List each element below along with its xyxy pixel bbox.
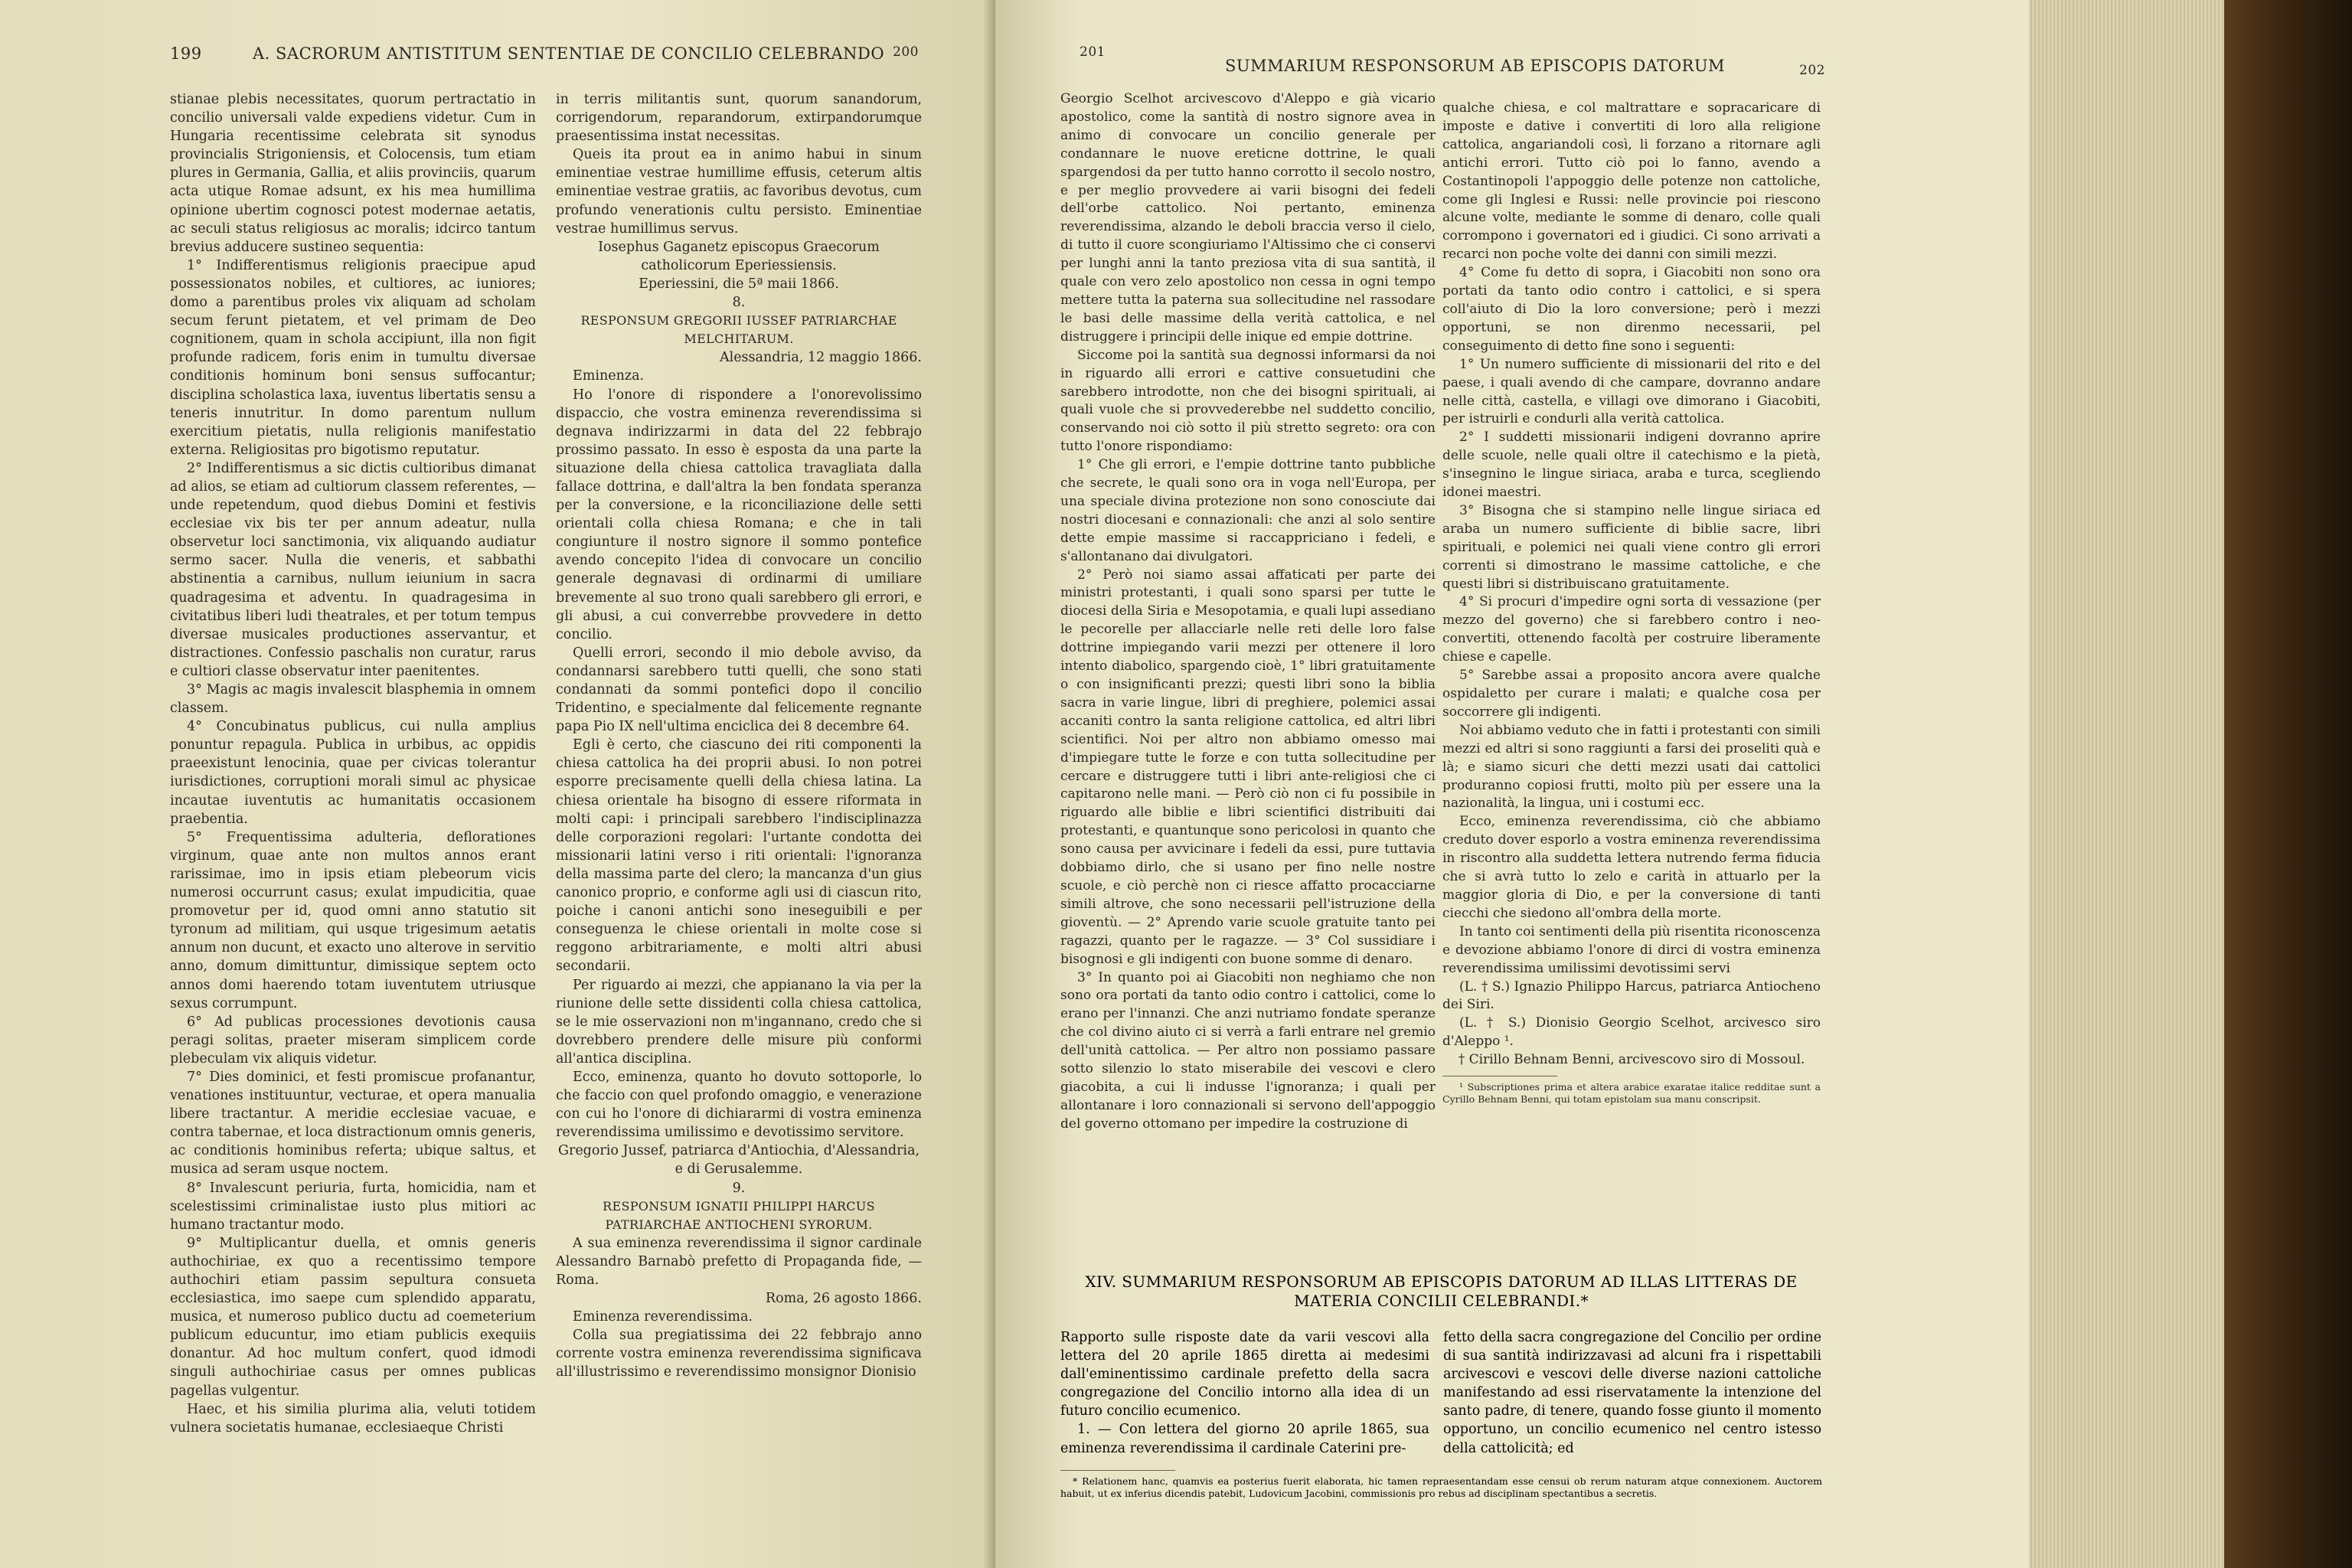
paragraph: Eperiessini, die 5ª maii 1866. — [639, 276, 839, 292]
paragraph: Roma, 26 agosto 1866. — [765, 1291, 922, 1307]
paragraph: 1° Indifferentismus religionis praecipue apud possessionatos nobiles, et cultiores, ac iuniores; domo a parentibus proles vix aliquam ad scholam secum ferunt pietatem, et vel primam de Deo cognitionem, quam in schola accipiunt, illa non figit profunde radicem, foris enim in tumultu diversae conditionis hominum boni sensus suffocantur; disciplina scholastica laxa, iuventus libertatis sensu a teneris innutritur. In domo parentum nullum exercitium pietatis, nulla religionis manifestatio externa. Religiositas pro bigotismo reputatur. — [170, 257, 536, 458]
paragraph: 4° Si procuri d'impedire ogni sorta di vessazione (per mezzo del governo) che si farebbero contro i neo-convertiti, ottenendo facoltà per costruire liberamente chiese e capelle. — [1442, 594, 1821, 665]
page-edges — [2029, 0, 2224, 1568]
right-bottom-column-1 — [1060, 1328, 1429, 1458]
left-column-1 — [170, 90, 536, 1437]
right-column-2 — [1442, 100, 1821, 1106]
paragraph: 8. — [732, 295, 746, 311]
paragraph: Eminenza reverendissima. — [573, 1309, 753, 1325]
bottom-column-2-text: fetto della sacra congregazione del Concilio per ordine di sua santità indirizzavasi ad alcuni fra i rispettabili arcivescovi e vescovi delle diverse nazioni cattoliche manifestando ad essi riservatamente la intenzione del santo padre, di tenere, quando fosse giunto il momento opportuno, un concilio ecumenico nel centro istesso della cattolicità; ed — [1443, 1330, 1821, 1456]
bottom-footnote — [1060, 1464, 1822, 1500]
paragraph: Ecco, eminenza reverendissima, ciò che abbiamo creduto dover esporlo a vostra eminenza reverendissima in riscontro alla suddetta lettera nutrendo ferma fiducia che si avrà tutto lo zelo e carità in attuarlo per la maggior gloria di Dio, e per la conversione di tanti ciecchi che siedono all'ombra della morte. — [1442, 814, 1821, 921]
paragraph: Iosephus Gaganetz episcopus Graecorum catholicorum Eperiessiensis. — [598, 239, 880, 273]
paragraph: A sua eminenza reverendissima il signor cardinale Alessandro Barnabò prefetto di Propaganda fide, — Roma. — [556, 1235, 922, 1288]
paragraph: 3° Magis ac magis invalescit blasphemia in omnem classem. — [170, 682, 536, 717]
paragraph: In tanto coi sentimenti della più risentita riconoscenza e devozione abbiamo l'onore di dirci di vostra eminenza reverendissima umilissimi devotissimi servi — [1442, 923, 1821, 976]
left-page — [0, 0, 995, 1568]
page-number-202: 202 — [1799, 63, 1825, 78]
paragraph: Georgio Scelhot arcivescovo d'Aleppo e già vicario apostolico, come la santità di nostro signore avea in animo di convocare un concilio generale per condannare le nuove ereticne dottrine, le quali spargendosi da per tutto hanno corrotto il secolo nostro, e per meglio provvedere ai varii bisogni dei fedeli dell'orbe cattolico. Noi pertanto, eminenza reverendissima, alzando le deboli braccia verso il cielo, di tutto il cuore scongiuriamo l'Altissimo che ci conservi per lunghi anni la tanto preziosa vita di sua santità, il quale con vero zelo apostolico non cessa in ogni tempo mettere tutta la paterna sua sollecitudine nel rassodare le basi delle massime della verità cattolica, e nel distruggere i principii delle inique ed empie dottrine. — [1060, 91, 1436, 345]
paragraph: qualche chiesa, e col maltrattare e sopracaricare di imposte e dative i convertiti di loro alla religione cattolica, angariandoli così, li forzano a ritornare agli antichi errori. Tutto ciò poi lo fanno, avendo a Costantinopoli l'appoggio delle potenze non cattoliche, come gli Inglesi e Russi: nelle provincie poi riescono alcune volte, mediante le somme di denaro, colle quali corrompono i governatori ed i giudici. Ci sono arrivati a recarci non poche volte dei danni con simili mezzi. — [1442, 100, 1821, 263]
paragraph: Haec, et his similia plurima alia, veluti totidem vulnera societatis humanae, ecclesiaeque Christi — [170, 1401, 536, 1436]
paragraph: (L. † S.) Dionisio Georgio Scelhot, arcivesco siro d'Aleppo ¹. — [1442, 1015, 1821, 1050]
paragraph: Eminenza. — [573, 368, 645, 384]
right-column-1 — [1060, 90, 1436, 1134]
paragraph: Quelli errori, secondo il mio debole avviso, da condannarsi sarebbero tutti quelli, che sono stati condannati da sommi pontefici dopo il concilio Tridentino, e specialmente dal felicemente regnante papa Pio IX nell'ultima enciclica dei 8 decembre 64. — [556, 645, 922, 735]
paragraph: Egli è certo, che ciascuno dei riti componenti la chiesa cattolica ha dei proprii abusi. Io non potrei esporre precisamente quelli della chiesa latina. La chiesa orientale ha bisogno di essere riformata in molti capi: i principali sarebbero l'indisciplinazza delle corporazioni regolari: l'urtante condotta dei missionarii latini verso i riti orientali: l'ignoranza della massima parte del clero; la mancanza d'un gius canonico proprio, e conforme agli usi di ciascun rito, poiche i canoni antichi sono ineseguibili e per conseguenza le chiese orientali in molte cose si reggono arbitrariamente, e molti altri abusi secondarii. — [556, 737, 922, 975]
paragraph: (L. † S.) Ignazio Philippo Harcus, patriarca Antiocheno dei Siri. — [1442, 978, 1821, 1013]
paragraph: 4° Come fu detto di sopra, i Giacobiti non sono ora portati da tanto odio contro i cattolici, e si spera coll'aiuto di Dio la loro conversione; però i mezzi opportuni, se non direnmo necessarii, pel conseguimento di detto fine sono i seguenti: — [1442, 265, 1821, 354]
running-head-left: A. SACRORUM ANTISTITUM SENTENTIAE DE CONCILIO CELEBRANDO — [253, 44, 885, 63]
paragraph: stianae plebis necessitates, quorum pertractatio in concilio universali valde expediens videtur. Cum in Hungaria recentissime celebrata sit synodus provincialis Strigoniensis, et Colocensis, tum etiam plures in Germania, Gallia, et aliis provinciis, quarum acta utique Romae adsunt, ex his mea humillima opinione ubertim cognosci potest modernae aetatis, ac seculi status religiosus ac moralis; idcirco tantum brevius adducere sustineo sequentia: — [170, 92, 536, 255]
page-number-199: 199 — [170, 44, 202, 63]
paragraph: 7° Dies dominici, et festi promiscue profanantur, venationes instituuntur, vecturae, et opera manualia libere tractantur. A meridie ecclesiae vacuae, e contra tabernae, et loca distractionum omnis generis, ac conditionis hominibus referta; ubique saltus, et musica ad seram usque noctem. — [170, 1069, 536, 1178]
bottom-footnote-text: * Relationem hanc, quamvis ea posterius fuerit elaborata, hic tamen repraesentandam esse censui ob rerum naturam atque connexionem. Auctorem habuit, ut ex inferius dicendis patebit, Ludovicum Jacobini, commissionis pro rebus ad disciplinam spectantibus a secretis. — [1060, 1475, 1822, 1499]
paragraph: Per riguardo ai mezzi, che appianano la via per la riunione delle sette dissidenti colla chiesa cattolica, se le mie osservazioni non m'ingannano, credo che si dovrebbero prendere delle misure più conformi all'antica disciplina. — [556, 977, 922, 1067]
right-bottom-column-2 — [1443, 1328, 1821, 1458]
paragraph: Rapporto sulle risposte date da varii vescovi alla lettera del 20 aprile 1865 diretta ai medesimi dall'eminentissimo cardinale prefetto della sacra congregazione del Concilio intorno alla idea di un futuro concilio ecumenico. — [1060, 1330, 1429, 1419]
section-heading: RESPONSUM IGNATII PHILIPPI HARCUS PATRIARCHAE ANTIOCHENI SYRORUM. — [603, 1198, 875, 1232]
paragraph: Queis ita prout ea in animo habui in sinum eminentiae vestrae humillime effusis, ceterum altis eminentiae vestrae gratiis, ac favoribus devotus, cum profundo venerationis cultu persisto. Eminentiae vestrae humillimus servus. — [556, 147, 922, 237]
paragraph: 9° Multiplicantur duella, et omnis generis authochiriae, ex quo a recentissimo tempore authochiri etiam passim sepultura consueta ecclesiastica, imo saepe cum splendido apparatu, musica, et numeroso publico ductu ad coemeterium publicum educuntur, imo etiam publicis exequiis donantur. Ad hoc multum confert, quod idmodi singuli authochiriae casus per omnes publicas pagellas vulgentur. — [170, 1235, 536, 1399]
section-title-xiv: XIV. SUMMARIUM RESPONSORUM AB EPISCOPIS DATORUM AD ILLAS LITTERAS DE MATERIA CONCILII CELEBRANDI.* — [1085, 1272, 1798, 1310]
paragraph: 2° Però noi siamo assai affaticati per parte dei ministri protestanti, i quali sono sparsi per tutte le diocesi della Siria e Mesopotamia, e quali lupi assediano le pecorelle per allacciarle nelle reti delle loro false dottrine impiegando varii mezzi per ottenere il loro intento diabolico, spargendo cioè, 1° libri gratuitamente o con insignificanti prezzi; questi libri sono la biblia sacra in varie lingue, libri di preghiere, polemici assai accaniti contro la santa religione cattolica, ed altri libri scientifici. Noi per altro non abbiamo omesso mai d'impiegare tutte le forze e con tutta sollecitudine per cercare e distruggere tutti i libri ante-religiosi che ci capitarono nelle mani. — Però ciò non ci fu possibile in riguardo alle biblie e libri scientifici distribuiti dai protestanti, e quantunque sono pericolosi in quanto che sono causa per avvicinare i fedeli da essi, pure tuttavia dobbiamo dirlo, che si usano per fino nelle nostre scuole, e ciò perchè non ci riesce affatto procacciarne simili altrove, che sono necessarii pell'istruzione della gioventù. — 2° Aprendo varie scuole gratuite tanto pei ragazzi, quanto per le ragazze. — 3° Col sussidiare i bisognosi e gli indigenti con buone somme di denaro. — [1060, 567, 1436, 967]
paragraph: 3° In quanto poi ai Giacobiti non neghiamo che non sono ora portati da tanto odio contro i cattolici, come lo erano per l'innanzi. Che anzi nutriamo fondate speranze che col divino aiuto ci si verrà a farli entrare nel gremio dell'unità cattolica. — Per altro non possiamo passare sotto silenzio lo stato miserabile dei vescovi e clero giacobita, a cui li indusse l'ignoranza; i quali per allontanare i loro connazionali si servono dell'appoggio del governo ottomano per impedire la costruzione di — [1060, 969, 1436, 1132]
paragraph: 5° Sarebbe assai a proposito ancora avere qualche ospidaletto per curare i malati; e qualche cosa per soccorrere gli indigenti. — [1442, 668, 1821, 720]
left-column-2 — [556, 90, 922, 1382]
book-binding — [2224, 0, 2352, 1568]
paragraph: Noi abbiamo veduto che in fatti i protestanti con simili mezzi ed altri si sono raggiunti a farsi dei proseliti quà e là; e siamo sicuri che detti mezzi usati dai cattolici produranno copiosi frutti, molto più per essere una la nazionalità, la lingua, uni i costumi ecc. — [1442, 722, 1821, 812]
paragraph: † Cirillo Behnam Benni, arcivescovo siro di Mossoul. — [1458, 1052, 1805, 1068]
paragraph: Ho l'onore di rispondere a l'onorevolissimo dispaccio, che vostra eminenza reverendissima si degnava indirizzarmi in data del 22 febbrajo prossimo passato. In esso è esposta da una parte la situazione della chiesa cattolica travagliata dalla fallace dottrina, e dall'altra la ben fondata speranza per la conversione, e la riconciliazione delle setti orientali colla chiesa Romana; e che in tali congiunture il nostro signore il sommo pontefice avendo concepito l'idea di convocare un concilio generale degnavasi di ordinarmi di umiliare brevemente al suo trono quali sarebbero gli errori, e gli abusi, a cui converrebbe provvedere in detto concilio. — [556, 387, 922, 642]
paragraph: Siccome poi la santità sua degnossi informarsi da noi in riguardo alli errori e cattive consuetudini che sarebbero introdotte, non che dei bisogni spirituali, ai quali vuole che si provvederebbe nel suddetto concilio, conservando noi ciò sotto il più stretto segreto: ora con tutto l'onore rispondiamo: — [1060, 347, 1436, 455]
paragraph: 1° Che gli errori, e l'empie dottrine tanto pubbliche che secrete, le quali sono ora in voga nell'Europa, per una speciale divina protezione non sono conosciute dai nostri diocesani e connazionali: che anzi al solo sentire dette empie massime si raccappriciano i fedeli, e s'allontanano dai divulgatori. — [1060, 457, 1436, 564]
paragraph: 1° Un numero sufficiente di missionarii del rito e del paese, i quali avendo di che campare, dovranno andare nelle città, castella, e villagi ove dimorano i Giacobiti, per istruirli e condurli alla verità cattolica. — [1442, 356, 1821, 427]
paragraph: Alessandria, 12 maggio 1866. — [719, 350, 922, 366]
page-number-201: 201 — [1080, 44, 1106, 60]
paragraph: Colla sua pregiatissima dei 22 febbrajo anno corrente vostra eminenza reverendissima significava all'illustrissimo e reverendissimo monsignor Dionisio — [556, 1328, 922, 1380]
section-heading: RESPONSUM GREGORII IUSSEF PATRIARCHAE MELCHITARUM. — [580, 313, 897, 347]
paragraph: 5° Frequentissima adulteria, deflorationes virginum, quae ante non multos annos erant rarissimae, imo in ipsis etiam plebeorum vicis numerosi occurrunt casus; exulat impudicitia, quae promovetur per id, quod omni anno statutio sit tyronum ad militiam, qui usque trigesimum aetatis annum non ducunt, et exacto uno alterove in servitio anno, domum dimittuntur, dimissique septem octo annos domi haerendo totam iuventutem utriusque sexus corrumpunt. — [170, 829, 536, 1011]
paragraph: 9. — [732, 1180, 746, 1196]
paragraph: 3° Bisogna che si stampino nelle lingue siriaca ed araba un numero sufficiente di biblie sacre, libri spirituali, e polemici nei quali viene contro gli errori correnti si dimostrano le massime cattoliche, e che questi libri si distribuiscano gratuitamente. — [1442, 502, 1821, 592]
footnote-rule — [1060, 1470, 1175, 1471]
paragraph: 8° Invalescunt periuria, furta, homicidia, nam et scelestissimi criminalistae iusto plus mitiori ac humano tractantur modo. — [170, 1180, 536, 1233]
paragraph: 1. — Con lettera del giorno 20 aprile 1865, sua eminenza reverendissima il cardinale Caterini pre- — [1060, 1422, 1429, 1456]
running-head-right: SUMMARIUM RESPONSORUM AB EPISCOPIS DATORUM — [1225, 57, 1726, 75]
paragraph: Ecco, eminenza, quanto ho dovuto sottoporle, lo che faccio con quel profondo omaggio, e venerazione con cui ho l'onore di dichiararmi di vostra eminenza reverendissima umilissimo e devotissimo servitore. — [556, 1069, 922, 1141]
paragraph: 6° Ad publicas processiones devotionis causa peragi solitas, praeter miseram simplicem corde plebeculam vix aliquis videtur. — [170, 1014, 536, 1067]
paragraph: 2° I suddetti missionarii indigeni dovranno aprire delle scuole, nelle quali oltre il catechismo e la pietà, s'insegnino le lingue siriaca, araba e turca, scegliendo idonei maestri. — [1442, 430, 1821, 501]
paragraph: in terris militantis sunt, quorum sanandorum, corrigendorum, reparandorum, extirpandorumque praesentissima instat necessitas. — [556, 92, 922, 145]
paragraph: 2° Indifferentismus a sic dictis cultioribus dimanat ad alios, se etiam ad cultiorum classem referentes, — unde repetendum, quod diebus Domini et festivis ecclesiae vix bis ter per annum adeatur, nulla observetur loci sanctimonia, vix aliquando audiatur sermo sacer. Nulla die veneris, et sabbathi abstinentia a carnibus, nullum ieiunium in sacra quadragesima et adventu. In quadragesima in civitatibus liberi ludi theatrales, et per totum tempus diversae musicales productiones asservantur, et distractiones. Confessio paschalis non curatur, rarus e cultiori classe observatur inter paenitentes. — [170, 460, 536, 679]
column-footnote: ¹ Subscriptiones prima et altera arabice exaratae italice redditae sunt a Cyrillo Behnam Benni, qui totam epistolam sua manu conscripsit. — [1442, 1081, 1821, 1106]
page-number-200: 200 — [893, 44, 919, 60]
paragraph: 4° Concubinatus publicus, cui nulla amplius ponuntur repagula. Publica in urbibus, ac oppidis praeexistunt lenocinia, quae per civicas tolerantur iurisdictiones, corruptioni morali simul ac physicae incautae iuventutis ac humanitatis occasionem praebentia. — [170, 719, 536, 827]
paragraph: Gregorio Jussef, patriarca d'Antiochia, d'Alessandria, e di Gerusalemme. — [557, 1143, 920, 1178]
